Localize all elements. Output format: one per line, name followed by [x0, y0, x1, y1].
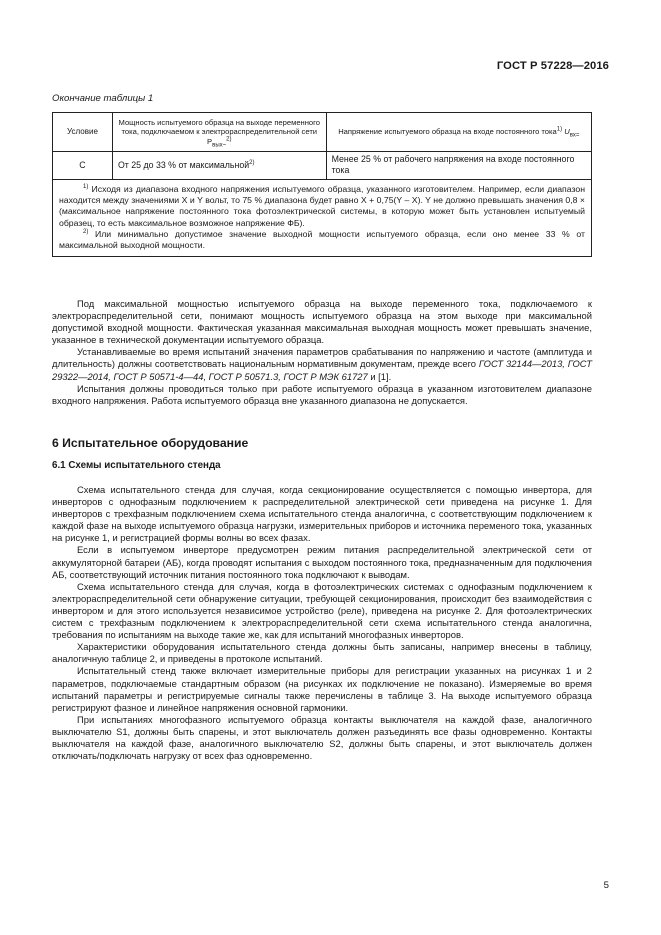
cell-power: [112, 152, 326, 180]
paragraph: Характеристики оборудования испытательного стенда должны быть записаны, например внесены в таблицу, аналогичную таблице 2, и приведены в протоколе испытаний.: [52, 641, 592, 665]
header-power-sup: 2): [226, 136, 232, 143]
note-2-text: Или минимально допустимое значение выходной мощности испытуемого образца, если оно менее 33 % от максимальной выходной мощности.: [59, 229, 585, 251]
standard-number: ГОСТ Р 57228—2016: [496, 60, 609, 72]
note-1-mark: 1): [83, 183, 89, 190]
paragraph: [52, 346, 592, 382]
header-voltage: [326, 113, 591, 152]
note-2-mark: 2): [83, 229, 89, 236]
header-voltage-sub: вх=: [569, 132, 580, 139]
body-text-bottom: [52, 484, 592, 762]
paragraph: Схема испытательного стенда для случая, когда в фотоэлектрических системах с однофазным подключением к электрораспределительной сети обнаружение ситуации, требующей секционирования, происходит без взаимодействия с инвертором и для этого используется независимое устройство (реле), приведена на рисунке 2. Для фотоэлектрических систем с трехфазным подключением к электрораспределительной сети схема испытательного стенда аналогична, требования по испытаниям на выходе такие же, как для испытаний многофазных инверторов.: [52, 580, 592, 641]
table-header-row: [53, 113, 592, 152]
header-condition: Условие: [53, 113, 113, 152]
table-notes: [53, 179, 592, 256]
paragraph: Если в испытуемом инверторе предусмотрен режим питания распределительной электрической сети от аккумуляторной батареи (АБ), когда проводят испытания с выходом постоянного тока, предназначенным для подключения АБ, соответствующий источник питания постоянного тока подключают к выводам.: [52, 544, 592, 580]
note-1-text: Исходя из диапазона входного напряжения испытуемого образца, указанного изготовителем. Например, если диапазон находится между значениями X и Y вольт, то 75 % диапазона будет равно X + 0,75(Y – X). Y не должно превышать значения 0,8 × (максимальное напряжение постоянного тока фотоэлектрической системы, в которую может быть установлен испытуемый образец, то есть максимальное возможное напряжение ФБ).: [59, 183, 585, 228]
subsection-heading: 6.1 Схемы испытательного стенда: [52, 460, 221, 471]
table-note-1: [59, 184, 585, 229]
cell-power-text: От 25 до 33 % от максимальной: [117, 159, 250, 170]
header-power-sub: вых~: [212, 142, 227, 149]
cell-voltage: Менее 25 % от рабочего напряжения на входе постоянного тока: [326, 152, 591, 180]
page-number: 5: [603, 880, 609, 891]
table-note-2: [59, 229, 585, 252]
paragraph-references: ГОСТ 32144—2013, ГОСТ 29322—2014, ГОСТ Р 50571-4—44, ГОСТ Р 50571.3, ГОСТ Р МЭК 61727: [52, 358, 592, 382]
paragraph: Испытания должны проводиться только при работе испытуемого образца в указанном изготовителем диапазоне входного напряжения. Работа испытуемого образца вне указанного диапазона не допускается.: [52, 382, 592, 406]
paragraph: При испытаниях многофазного испытуемого образца контакты выключателя на каждой фазе, аналогичного выключателю S1, должны быть спарены, и этот выключатель должен разъединять все фазы одновременно. Контакты выключателя на каждой фазе, аналогичного выключателю S2, должны быть спарены, и этот выключатель должен отключать/подключать нагрузку от всех фаз одновременно.: [52, 713, 592, 762]
paragraph-text: Устанавливаемые во время испытаний значения параметров срабатывания по напряжению и частоте (амплитуда и длительность) должны соответствовать национальным нормативным документам, прежде всего: [52, 346, 592, 370]
table-notes-row: [53, 179, 592, 256]
header-voltage-symbol: U: [564, 127, 570, 137]
paragraph: Схема испытательного стенда для случая, когда секционирование осуществляется с помощью инвертора, для инверторов с однофазным подключением к распределительной электрической сети приведена на рисунке 1. Для инверторов с трехфазным подключением схема испытательного стенда аналогична, с соответствующим подключением к каждой фазе на выходе испытуемого образца нагрузки, измерительных приборов и источника переменого тока, указанных на рисунке 1, и регистрацией формы волны во всех фазах.: [52, 484, 592, 544]
cell-condition: С: [53, 152, 113, 180]
paragraph: Под максимальной мощностью испытуемого образца на выходе переменного тока, подключаемого к электрораспределительной сети, понимают мощность испытуемого образца на этом выходе при максимальной допустимой входной мощности. Фактическая указанная максимальная выходная мощность может превышать значение, указанное в технической документации испытуемого образца.: [52, 298, 592, 346]
header-power-text: Мощность испытуемого образца на выходе переменного тока, подключаемом к электрораспределительной сети P: [118, 117, 320, 146]
table-row: [53, 152, 592, 180]
section-heading: 6 Испытательное оборудование: [52, 436, 249, 450]
paragraph: Испытательный стенд также включает измерительные приборы для регистрации указанных на рисунках 1 и 2 параметров, подключаемые стандартным образом (на рисунках их подключение не показано). Измеряемые во время испытаний параметры и регистрируемые сигналы также перечислены в таблице 3. На выходе испытуемого образца регистрируют фазное и линейное напряжения основной гармоники.: [52, 665, 592, 713]
table-continuation-label: Окончание таблицы 1: [52, 93, 154, 104]
cell-power-sup: 2): [249, 159, 255, 166]
header-voltage-sup: 1): [556, 126, 563, 133]
body-text-top: [52, 298, 592, 407]
paragraph-tail: и [1].: [367, 370, 392, 382]
conditions-table: [52, 112, 592, 257]
header-voltage-text: Напряжение испытуемого образца на входе постоянного тока: [338, 127, 557, 137]
header-power: [112, 113, 326, 152]
